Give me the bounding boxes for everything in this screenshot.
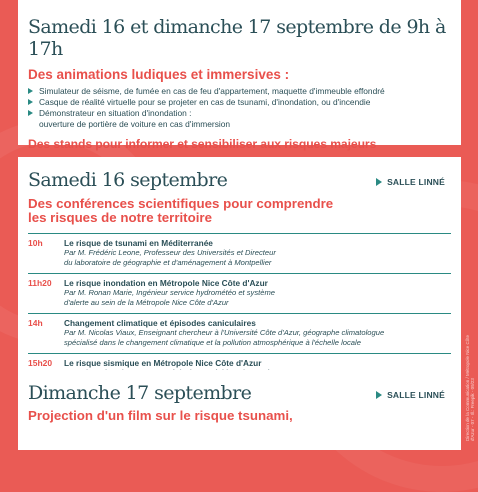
talk-title: Changement climatique et épisodes caniculaires: [64, 318, 256, 328]
card-header: [28, 169, 451, 191]
card-header: [28, 382, 451, 404]
talk-time: 15h20: [28, 358, 53, 368]
room-label: [376, 177, 445, 187]
talk-row: [28, 273, 451, 313]
room-label: [376, 390, 445, 400]
talk-title: Le risque sismique en Métropole Nice Côte d'Azur: [64, 358, 262, 368]
list-item-continuation: ouverture de portière de voiture en cas d'immersion: [39, 119, 231, 129]
talk-row: [28, 313, 451, 353]
talk-row: [28, 233, 451, 273]
weekend-animations-card: [18, 0, 461, 151]
talk-speaker: spécialisé dans le changement climatique et la pollution atmosphérique à l'échelle locale: [64, 337, 361, 347]
talk-time: 14h: [28, 318, 43, 328]
sunday-date-title: Dimanche 17 septembre: [28, 382, 252, 404]
talk-body: [64, 318, 451, 347]
conferences-subhead-line: Des conférences scientifiques pour comprendre: [28, 196, 334, 211]
room-name: SALLE LINNÉ: [387, 390, 445, 400]
talk-speaker: du laboratoire de géographie et d'aménagement à Montpellier: [64, 257, 272, 267]
list-item-text: Simulateur de séisme, de fumée en cas de feu d'appartement, maquette d'immeuble effondré: [39, 86, 385, 96]
talk-time: 11h20: [28, 278, 52, 288]
sunday-card: [18, 370, 461, 450]
conferences-subhead: [28, 197, 451, 225]
projection-subhead: Projection d'un film sur le risque tsunami,: [28, 408, 293, 423]
list-item: [28, 108, 451, 130]
list-item-text: Casque de réalité virtuelle pour se projeter en cas de tsunami, d'inondation, ou d'incendie: [39, 97, 371, 107]
arrow-right-icon: [376, 391, 382, 399]
talk-body: [64, 238, 451, 267]
talk-time: 10h: [28, 238, 43, 248]
triangle-bullet-icon: [28, 88, 33, 94]
talk-body: [64, 278, 451, 307]
list-item: [28, 86, 451, 97]
talk-speaker: d'alerte au sein de la Métropole Nice Côte d'Azur: [64, 297, 229, 307]
conferences-subhead-line: les risques de notre territoire: [28, 210, 213, 225]
talk-title: Le risque de tsunami en Méditerranée: [64, 238, 213, 248]
arrow-right-icon: [376, 178, 382, 186]
talk-title: Le risque inondation en Métropole Nice Côte d'Azur: [64, 278, 268, 288]
talk-speaker: Par M. Frédéric Leone, Professeur des Universités et Directeur: [64, 248, 276, 257]
credit-line: Direction de la Communication / Métropole Nice Côte d'Azur - 07 - Ill.: Freepik - 09/23: [465, 334, 475, 441]
animations-list: [28, 86, 451, 130]
list-item: [28, 97, 451, 108]
triangle-bullet-icon: [28, 110, 33, 116]
animations-subhead: Des animations ludiques et immersives :: [28, 67, 290, 82]
room-name: SALLE LINNÉ: [387, 177, 445, 187]
talk-speaker: Par M. Nicolas Viaux, Enseignant chercheur à l'Université Côte d'Azur, géographe climatologue: [64, 328, 385, 337]
talk-speaker: Par M. Ronan Marie, Ingénieur service hydrométéo et système: [64, 288, 276, 297]
list-item-text: Démonstrateur en situation d'inondation :: [39, 108, 192, 118]
triangle-bullet-icon: [28, 99, 33, 105]
weekend-date-title: Samedi 16 et dimanche 17 septembre de 9h à 17h: [28, 16, 446, 60]
saturday-conferences-card: [18, 157, 461, 372]
saturday-date-title: Samedi 16 septembre: [28, 169, 228, 191]
stands-heading: Des stands pour informer et sensibiliser aux risques majeurs: [28, 137, 377, 151]
